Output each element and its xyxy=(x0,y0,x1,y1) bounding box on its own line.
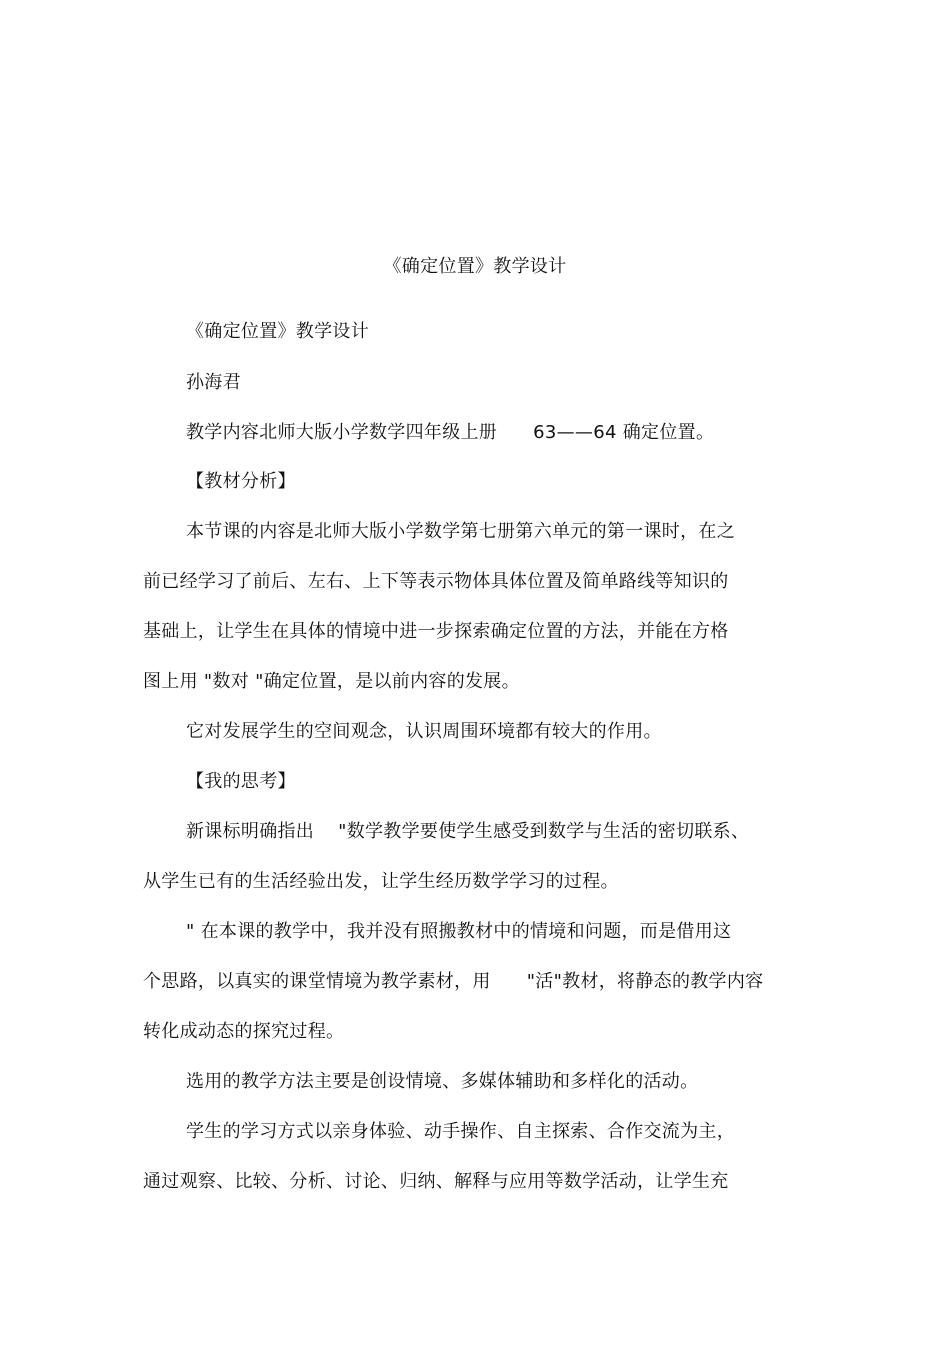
document-subtitle: 《确定位置》教学设计 xyxy=(186,321,369,342)
paragraph-line xyxy=(186,820,749,844)
paragraph-line: 基础上，让学生在具体的情境中进一步探索确定位置的方法，并能在方格 xyxy=(143,621,729,642)
paragraph-line: 本节课的内容是北师大版小学数学第七册第六单元的第一课时，在之 xyxy=(186,521,735,542)
paragraph-line: " 在本课的教学中，我并没有照搬教材中的情境和问题，而是借用这 xyxy=(186,921,732,942)
teaching-content-line xyxy=(186,421,714,445)
section-heading-analysis: 【教材分析】 xyxy=(186,471,296,492)
paragraph-line-prefix: 新课标明确指出 xyxy=(186,821,315,842)
paragraph-line: 前已经学习了前后、左右、上下等表示物体具体位置及简单路线等知识的 xyxy=(143,571,729,592)
teaching-content-prefix: 教学内容北师大版小学数学四年级上册 xyxy=(186,422,498,443)
paragraph-line: 选用的教学方法主要是创设情境、多媒体辅助和多样化的活动。 xyxy=(186,1071,699,1092)
document-title: 《确定位置》教学设计 xyxy=(383,256,567,277)
paragraph-line-suffix: "活"教材，将静态的教学内容 xyxy=(526,971,764,992)
section-heading-thinking: 【我的思考】 xyxy=(186,771,296,792)
paragraph-line: 图上用 "数对 "确定位置，是以前内容的发展。 xyxy=(143,671,520,692)
paragraph-line: 从学生已有的生活经验出发，让学生经历数学学习的过程。 xyxy=(143,871,619,892)
paragraph-line xyxy=(143,970,763,994)
teaching-content-suffix: 63——64 确定位置。 xyxy=(533,422,715,443)
paragraph-line-prefix: 个思路，以真实的课堂情境为教学素材，用 xyxy=(143,971,491,992)
paragraph-line: 它对发展学生的空间观念，认识周围环境都有较大的作用。 xyxy=(186,721,662,742)
paragraph-line-suffix: "数学教学要使学生感受到数学与生活的密切联系、 xyxy=(338,821,750,842)
paragraph-line: 转化成动态的探究过程。 xyxy=(143,1021,345,1042)
author-name: 孙海君 xyxy=(186,372,241,393)
paragraph-line: 学生的学习方式以亲身体验、动手操作、自主探索、合作交流为主， xyxy=(186,1121,735,1142)
paragraph-line: 通过观察、比较、分析、讨论、归纳、解释与应用等数学活动，让学生充 xyxy=(143,1171,729,1192)
